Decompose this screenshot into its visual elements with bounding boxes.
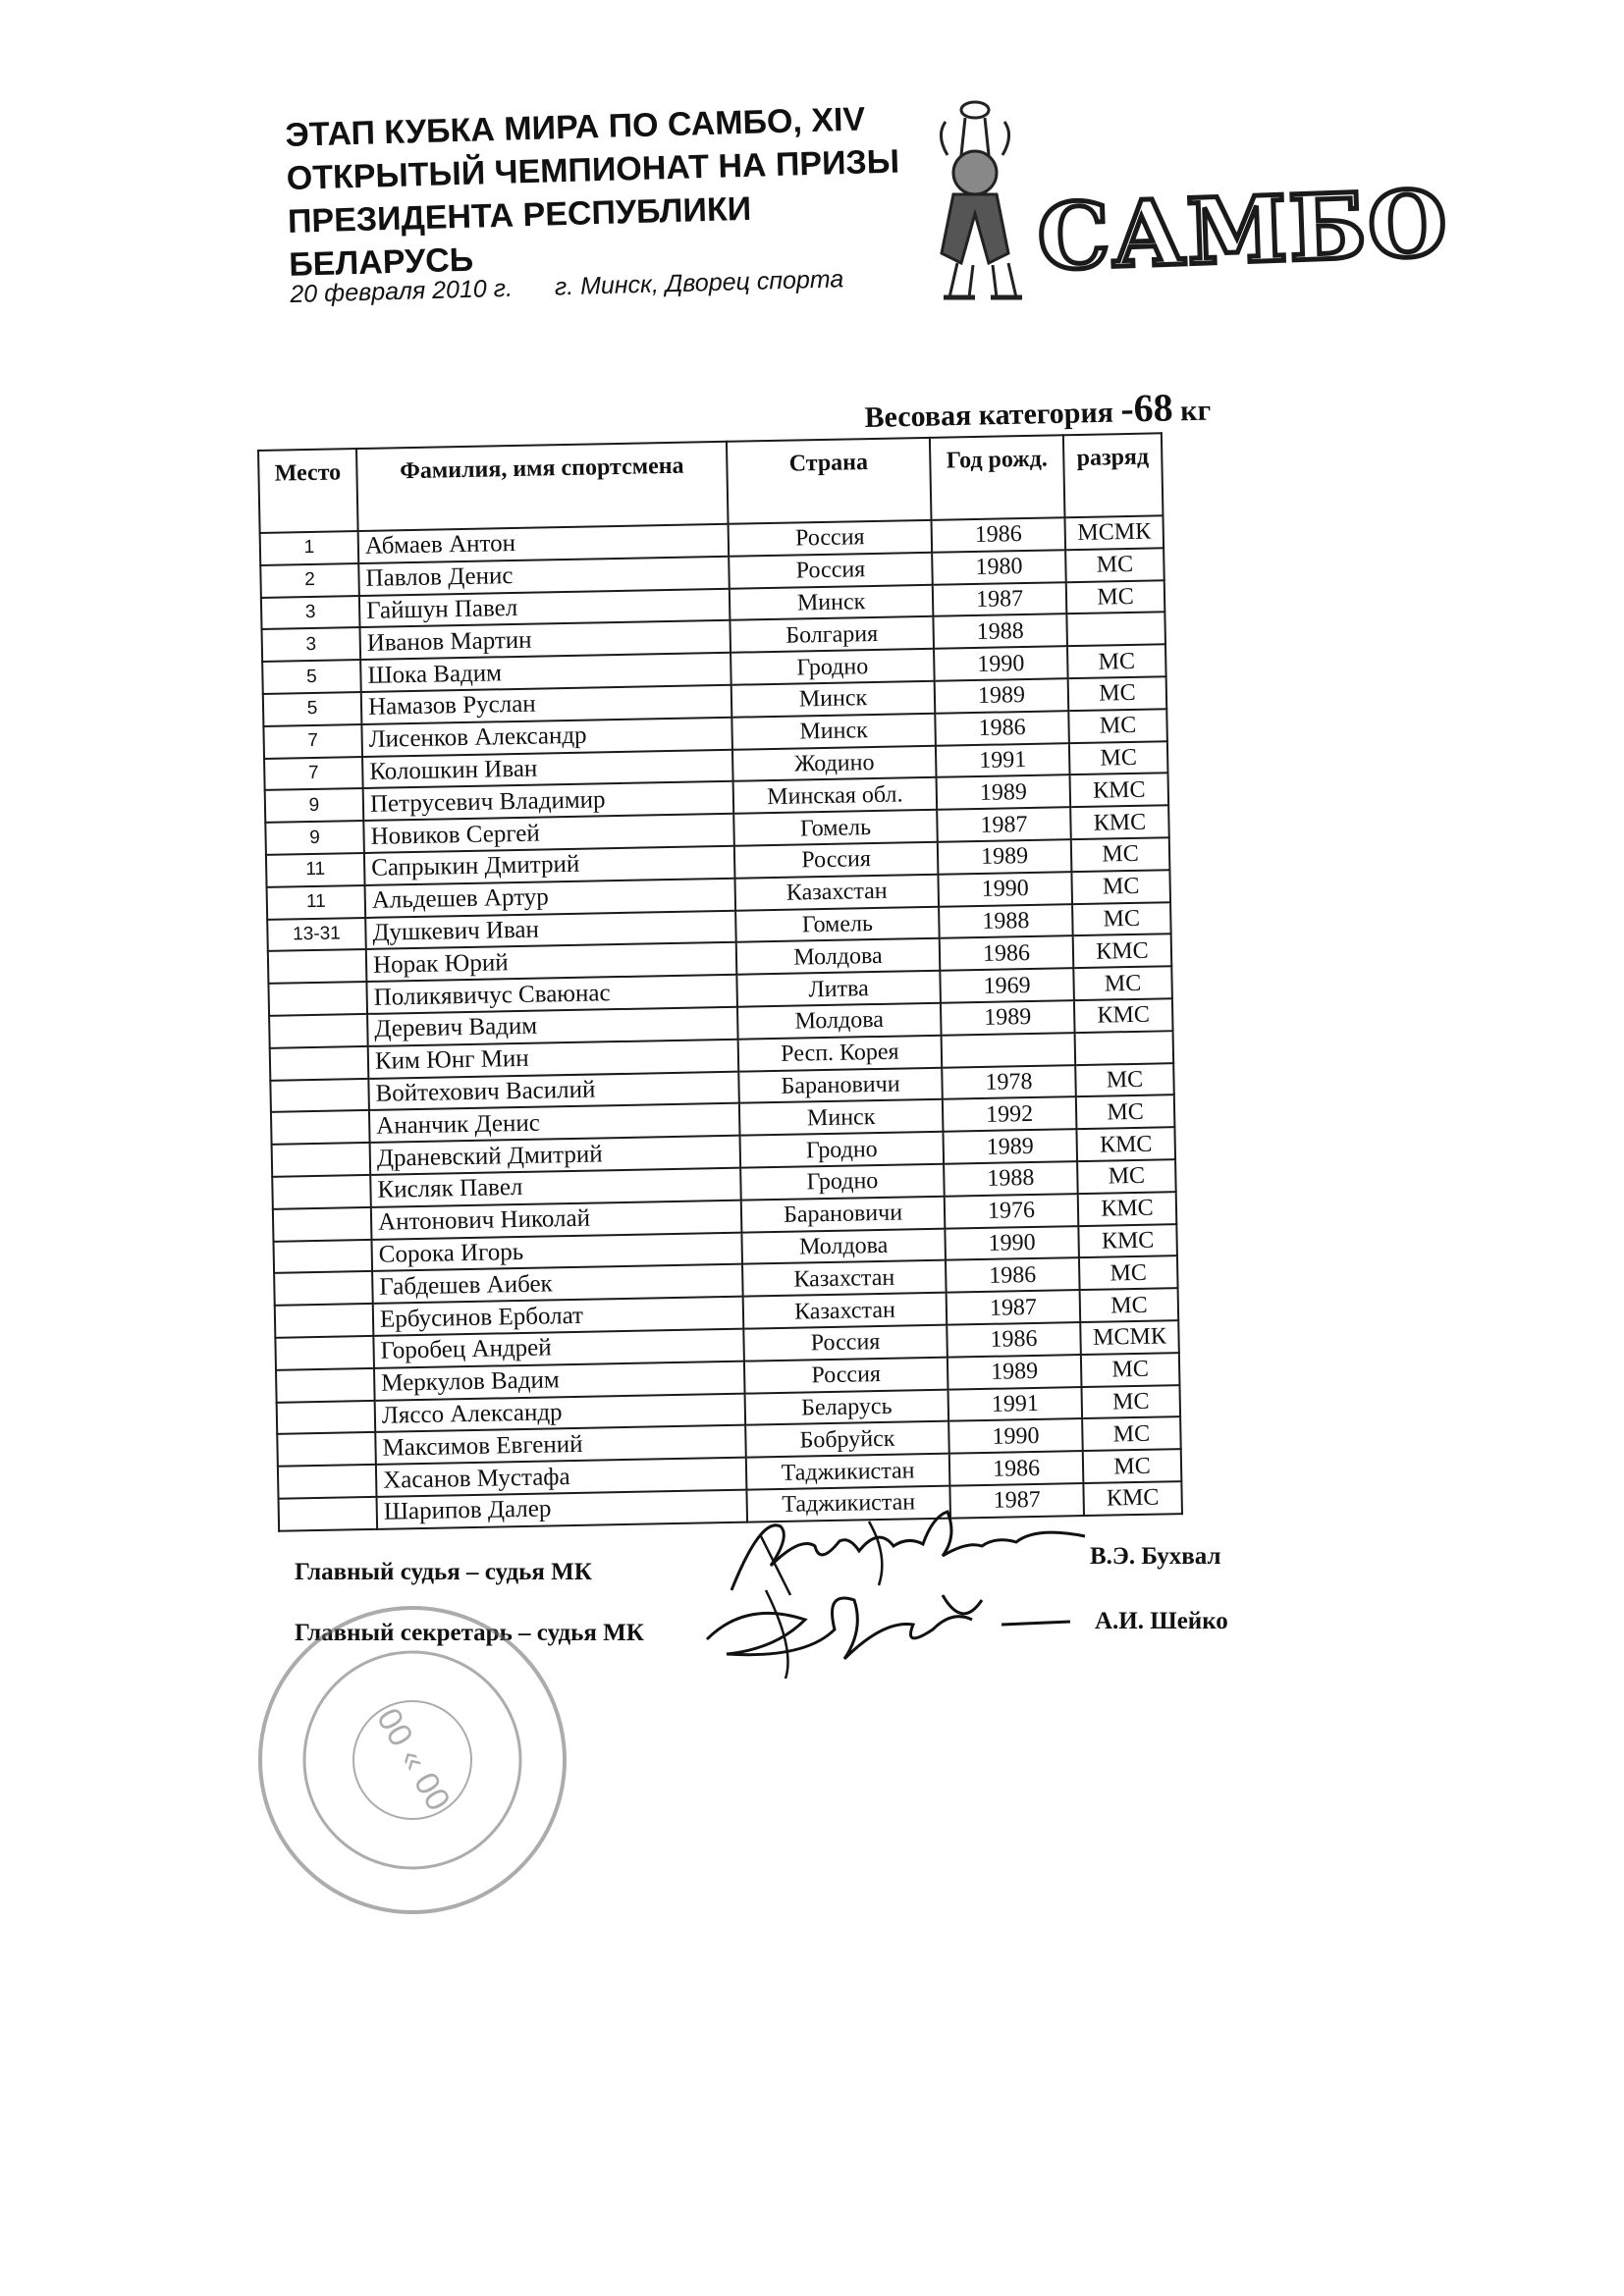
cell-country: Жодино [732, 745, 937, 781]
cell-name: Драневский Дмитрий [370, 1136, 741, 1175]
cell-year: 1987 [947, 1290, 1081, 1324]
cell-year: 1990 [938, 872, 1072, 906]
cell-name: Альдешев Артур [365, 879, 736, 918]
cell-rank: МС [1073, 966, 1172, 1000]
cell-place: 1 [260, 531, 359, 565]
col-header-name: Фамилия, имя спортсмена [356, 442, 729, 531]
cell-year: 1989 [935, 678, 1069, 713]
cell-name: Абмаев Антон [358, 524, 730, 563]
event-venue: г. Минск, Дворец спорта [554, 265, 844, 301]
cell-name: Шока Вадим [360, 653, 731, 692]
cell-country: Гомель [733, 810, 938, 846]
cell-place [273, 1207, 372, 1242]
results-table [257, 432, 1183, 1531]
cell-name: Колошкин Иван [362, 749, 733, 788]
cell-place [275, 1304, 374, 1338]
cell-place: 7 [263, 724, 362, 759]
cell-year: 1991 [948, 1387, 1083, 1421]
cell-place [271, 1110, 370, 1145]
cell-rank: МСМК [1080, 1320, 1179, 1355]
cell-country: Барановичи [741, 1196, 946, 1232]
cell-place [277, 1432, 376, 1467]
cell-year: 1989 [938, 839, 1072, 874]
cell-country: Минск [739, 1099, 944, 1136]
cell-year: 1989 [943, 1129, 1077, 1163]
cell-rank: МС [1068, 709, 1167, 743]
cell-name: Сапрыкин Дмитрий [364, 846, 735, 885]
cell-year [942, 1033, 1076, 1067]
cell-name: Деревич Вадим [367, 1007, 738, 1046]
cell-name: Гайшун Павел [359, 588, 731, 627]
weight-category-label: Весовая категория [864, 396, 1114, 434]
cell-name: Хасанов Мустафа [376, 1458, 747, 1497]
cell-country: Россия [743, 1325, 947, 1362]
chief-secretary-signature [687, 1571, 1080, 1688]
cell-place: 9 [265, 821, 364, 855]
cell-country: Минск [731, 714, 936, 750]
cell-rank: КМС [1074, 998, 1173, 1033]
cell-year: 1986 [932, 517, 1066, 552]
cell-country: Бобруйск [745, 1421, 949, 1458]
cell-name: Ляссо Александр [375, 1393, 746, 1432]
col-header-country: Страна [727, 438, 932, 524]
cell-name: Поликявичус Сваюнас [366, 975, 737, 1014]
cell-country: Россия [729, 553, 933, 589]
cell-country: Минск [730, 584, 934, 620]
cell-year: 1986 [935, 711, 1069, 745]
cell-country: Респ. Корея [738, 1035, 943, 1071]
cell-rank: МС [1065, 548, 1164, 582]
cell-rank: МС [1067, 644, 1166, 678]
cell-year: 1989 [947, 1355, 1082, 1389]
cell-rank: МС [1069, 741, 1168, 775]
event-title-line-1: ЭТАП КУБКА МИРА ПО САМБО, XIV [285, 100, 866, 154]
cell-place: 7 [264, 757, 363, 791]
cell-name: Кисляк Павел [370, 1168, 741, 1207]
cell-rank: МС [1081, 1353, 1180, 1387]
weight-category [864, 384, 1212, 437]
cell-place [273, 1239, 372, 1273]
cell-name: Душкевич Иван [365, 910, 736, 949]
cell-rank: КМС [1073, 934, 1172, 969]
cell-year: 1988 [944, 1161, 1078, 1196]
cell-country: Казахстан [743, 1293, 947, 1329]
cell-name: Меркулов Вадим [374, 1361, 745, 1400]
cell-rank: МС [1082, 1416, 1181, 1451]
cell-place [268, 982, 367, 1016]
cell-year: 1976 [945, 1194, 1079, 1228]
event-date: 20 февраля 2010 г. [290, 274, 514, 308]
cell-country: Молдова [741, 1228, 946, 1264]
cell-name: Войтехович Василий [368, 1071, 739, 1110]
cell-country: Минск [731, 681, 936, 718]
col-header-rank: разряд [1063, 433, 1164, 517]
cell-year: 1978 [942, 1065, 1076, 1099]
cell-place: 13-31 [267, 918, 366, 952]
cell-name: Намазов Руслан [361, 685, 732, 724]
cell-name: Горобец Андрей [373, 1329, 744, 1368]
cell-country: Россия [744, 1357, 948, 1393]
cell-name: Норак Юрий [366, 942, 737, 982]
cell-country: Гродно [740, 1164, 945, 1201]
cell-year: 1987 [949, 1483, 1084, 1518]
cell-year: 1986 [949, 1451, 1084, 1485]
cell-place: 2 [260, 563, 359, 598]
cell-country: Россия [729, 520, 933, 557]
cell-rank: МС [1083, 1449, 1182, 1483]
cell-rank: МС [1071, 837, 1170, 872]
cell-rank: МС [1081, 1385, 1180, 1419]
cell-place [275, 1336, 374, 1370]
cell-country: Беларусь [745, 1389, 949, 1425]
cell-rank: МС [1080, 1288, 1179, 1322]
organization-stamp [250, 1598, 574, 1922]
cell-year: 1969 [940, 968, 1074, 1002]
cell-name: Петрусевич Владимир [363, 781, 734, 821]
chief-secretary-name: А.И. Шейко [1095, 1608, 1228, 1634]
cell-name: Лисенков Александр [361, 718, 732, 757]
cell-place: 5 [263, 692, 362, 726]
cell-name: Шарипов Далер [377, 1490, 748, 1529]
cell-place: 3 [262, 627, 361, 662]
cell-place [274, 1271, 373, 1306]
svg-text:00 « 00: 00 « 00 [369, 1701, 458, 1818]
cell-country: Таджикистан [746, 1454, 950, 1490]
cell-year: 1980 [932, 550, 1066, 584]
cell-rank: КМС [1076, 1127, 1175, 1161]
cell-country: Минская обл. [733, 777, 938, 814]
cell-place [276, 1368, 375, 1403]
results-table-wrapper [257, 432, 1181, 1531]
cell-rank: МС [1066, 580, 1165, 614]
cell-country: Литва [736, 971, 941, 1007]
cell-place: 11 [267, 885, 366, 920]
cell-rank: КМС [1078, 1192, 1177, 1226]
cell-rank: МС [1072, 902, 1171, 936]
cell-place [272, 1175, 371, 1209]
cell-year: 1991 [936, 743, 1070, 777]
cell-rank: КМС [1078, 1224, 1177, 1258]
cell-name: Антонович Николай [371, 1200, 742, 1239]
cell-place [277, 1400, 376, 1434]
chief-judge-label: Главный судья – судья МК [295, 1559, 592, 1585]
cell-rank: МС [1075, 1063, 1174, 1097]
cell-rank [1075, 1031, 1174, 1065]
cell-country: Гродно [740, 1132, 945, 1168]
cell-year: 1987 [933, 582, 1067, 616]
cell-country: Гродно [731, 649, 935, 685]
cell-year: 1989 [937, 775, 1071, 810]
cell-country: Россия [734, 842, 939, 879]
sambo-logo-text: САМБО [1036, 170, 1451, 291]
cell-place [278, 1465, 377, 1499]
event-title-line-3: ПРЕЗИДЕНТА РЕСПУБЛИКИ [287, 189, 752, 240]
cell-rank: КМС [1083, 1481, 1182, 1516]
cell-country: Казахстан [734, 875, 939, 911]
cell-year: 1986 [946, 1257, 1080, 1292]
cell-year: 1988 [933, 614, 1067, 649]
weight-category-value: -68 [1119, 385, 1174, 431]
cell-country: Барановичи [738, 1067, 943, 1103]
cell-place [272, 1143, 371, 1177]
cell-year: 1992 [943, 1096, 1077, 1131]
cell-year: 1989 [941, 1000, 1075, 1035]
event-title-line-2: ОТКРЫТЫЙ ЧЕМПИОНАТ НА ПРИЗЫ [286, 142, 900, 197]
cell-rank: МСМК [1064, 515, 1164, 550]
cell-year: 1990 [934, 646, 1068, 680]
cell-place: 11 [266, 853, 365, 887]
cell-name: Сорока Игорь [371, 1232, 742, 1271]
cell-year: 1986 [947, 1322, 1081, 1357]
cell-rank: КМС [1070, 805, 1169, 839]
col-header-year: Год рожд. [930, 435, 1065, 520]
chief-secretary-label: Главный секретарь – судья МК [295, 1620, 644, 1646]
cell-name: Иванов Мартин [360, 620, 731, 660]
cell-country: Казахстан [742, 1260, 947, 1297]
cell-place: 5 [262, 660, 361, 694]
cell-rank: КМС [1070, 774, 1169, 808]
cell-place [270, 1078, 369, 1112]
cell-place [279, 1497, 378, 1531]
cell-place: 3 [261, 596, 360, 630]
cell-country: Молдова [736, 938, 941, 975]
cell-country: Молдова [737, 1003, 942, 1040]
weight-category-unit: кг [1179, 394, 1212, 428]
event-title [285, 96, 918, 287]
cell-rank: МС [1079, 1255, 1178, 1290]
cell-rank [1066, 613, 1165, 647]
cell-rank: МС [1076, 1095, 1175, 1130]
cell-name: Новиков Сергей [363, 814, 734, 853]
cell-year: 1987 [937, 807, 1071, 841]
event-title-line-4: БЕЛАРУСЬ [288, 240, 474, 284]
cell-name: Ким Юнг Мин [368, 1039, 739, 1078]
cell-country: Болгария [730, 616, 934, 653]
cell-place [270, 1046, 369, 1081]
cell-place [269, 1014, 368, 1048]
cell-name: Максимов Евгений [375, 1425, 746, 1465]
cell-year: 1988 [939, 904, 1073, 938]
cell-name: Ананчик Денис [369, 1103, 740, 1143]
table-body [260, 515, 1182, 1530]
chief-judge-name: В.Э. Бухвал [1090, 1543, 1221, 1570]
cell-rank: МС [1068, 676, 1167, 711]
cell-place [268, 949, 367, 984]
cell-year: 1986 [940, 936, 1074, 971]
cell-country: Таджикистан [746, 1486, 950, 1522]
col-header-place: Место [258, 449, 358, 533]
cell-year: 1990 [945, 1226, 1079, 1260]
cell-country: Гомель [735, 906, 940, 942]
cell-name: Павлов Денис [358, 557, 730, 596]
cell-year: 1990 [948, 1418, 1083, 1453]
cell-name: Габдешев Аибек [372, 1264, 743, 1304]
cell-rank: МС [1077, 1159, 1176, 1194]
cell-rank: МС [1071, 870, 1170, 904]
cell-name: Ербусинов Ерболат [373, 1297, 744, 1336]
cell-place: 9 [265, 788, 364, 823]
